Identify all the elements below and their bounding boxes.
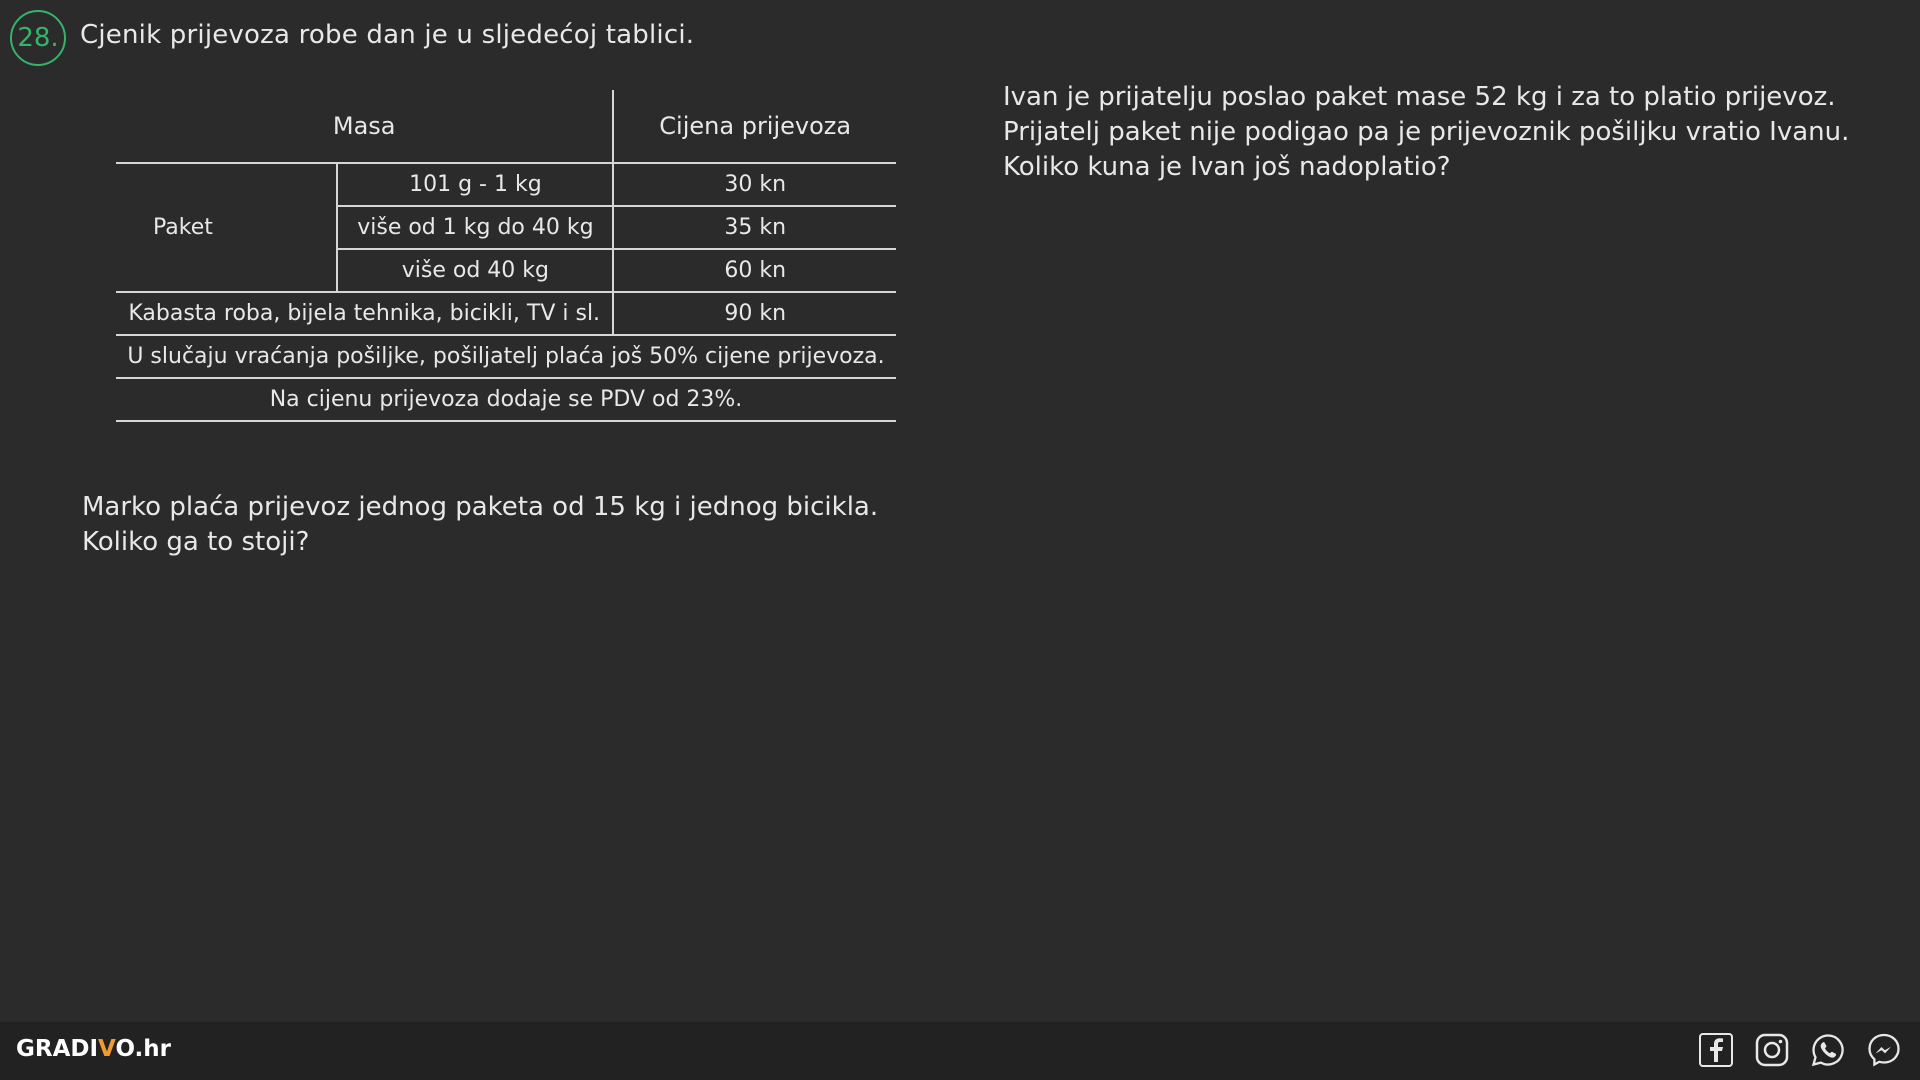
facebook-icon[interactable]: [1698, 1032, 1734, 1068]
return-note: U slučaju vraćanja pošiljke, pošiljatelj plaća još 50% cijene prijevoza.: [116, 335, 896, 378]
pricing-table: [116, 90, 896, 422]
problem-number: 28.: [17, 23, 59, 53]
problem-heading: Cjenik prijevoza robe dan je u sljedećoj tablici.: [80, 20, 695, 50]
table-row: [116, 292, 896, 335]
question-marko: [82, 490, 878, 560]
vat-note: Na cijenu prijevoza dodaje se PDV od 23%.: [116, 378, 896, 421]
price-cell: 60 kn: [613, 249, 896, 292]
table-row: [116, 163, 896, 206]
mass-cell: više od 40 kg: [337, 249, 613, 292]
header-mass: Masa: [116, 90, 613, 163]
whatsapp-icon[interactable]: [1810, 1032, 1846, 1068]
logo-text-part1: GRADI: [16, 1036, 99, 1062]
question-ivan: [1003, 80, 1849, 185]
mass-cell: više od 1 kg do 40 kg: [337, 206, 613, 249]
logo-text-part2: O.hr: [115, 1036, 171, 1062]
bulky-price: 90 kn: [613, 292, 896, 335]
social-links: [1698, 1032, 1902, 1068]
instagram-icon[interactable]: [1754, 1032, 1790, 1068]
paket-label: Paket: [116, 163, 337, 292]
bulky-label: Kabasta roba, bijela tehnika, bicikli, TV i sl.: [116, 292, 613, 335]
question-line: Koliko ga to stoji?: [82, 527, 310, 557]
mass-cell: 101 g - 1 kg: [337, 163, 613, 206]
question-line: Ivan je prijatelju poslao paket mase 52 kg i za to platio prijevoz.: [1003, 82, 1836, 112]
price-cell: 30 kn: [613, 163, 896, 206]
table-header-row: [116, 90, 896, 163]
gradivo-logo[interactable]: [16, 1036, 171, 1062]
header-price: Cijena prijevoza: [613, 90, 896, 163]
footer-bar: [0, 1022, 1920, 1080]
question-line: Marko plaća prijevoz jednog paketa od 15 kg i jednog bicikla.: [82, 492, 879, 522]
table-row: [116, 378, 896, 421]
messenger-icon[interactable]: [1866, 1032, 1902, 1068]
price-cell: 35 kn: [613, 206, 896, 249]
logo-accent: V: [98, 1036, 116, 1062]
table-row: [116, 335, 896, 378]
problem-number-badge: [10, 10, 66, 66]
question-line: Koliko kuna je Ivan još nadoplatio?: [1003, 152, 1451, 182]
question-line: Prijatelj paket nije podigao pa je prijevoznik pošiljku vratio Ivanu.: [1003, 117, 1850, 147]
